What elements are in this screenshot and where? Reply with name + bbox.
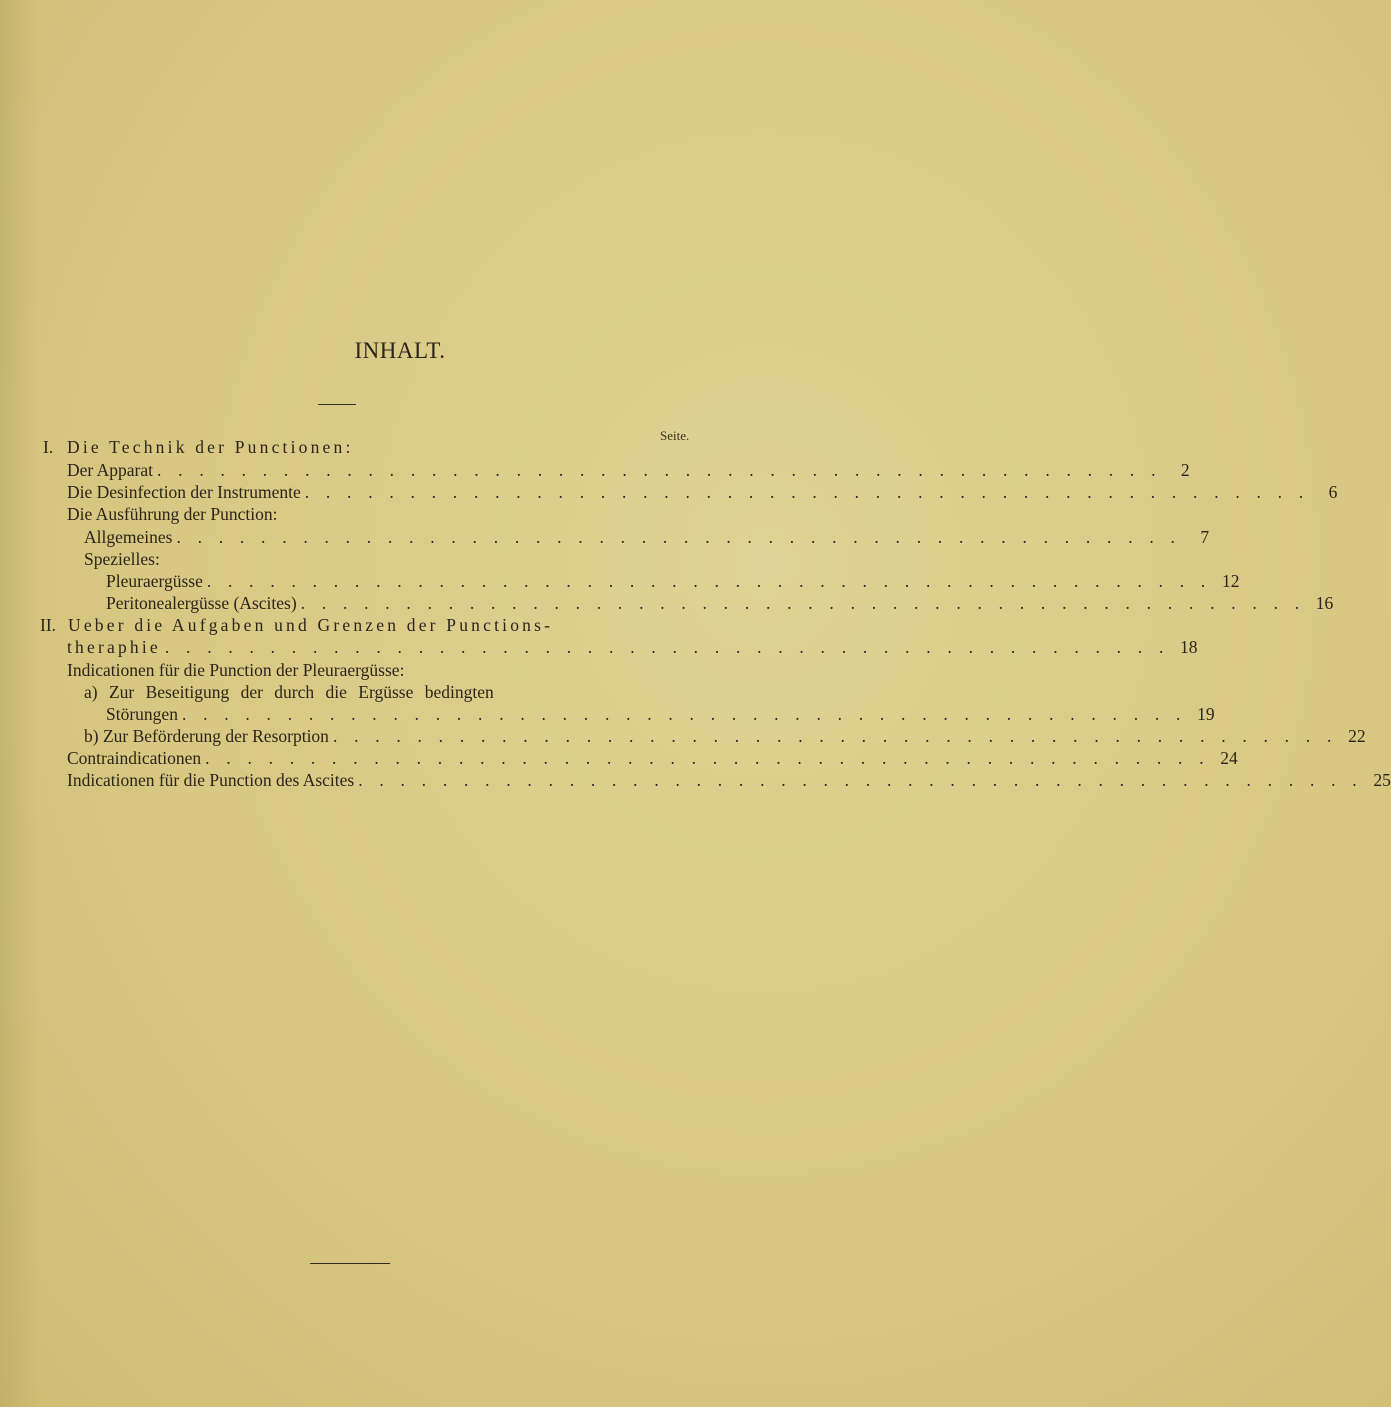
toc-leader-dots: . . . . . . . . . . . . . . . . . . . . . . . . . . . . . . . . . . . . . . . . . . . . . . . .: [206, 571, 1212, 591]
toc-entry: [67, 747, 1238, 769]
section-number: II.: [40, 615, 57, 635]
toc-entry-label: b) Zur Beförderung der Resorption: [84, 726, 329, 746]
toc-page-number: 7: [1200, 527, 1210, 547]
toc-entry-label: Die Desinfection der Instrumente: [67, 482, 301, 502]
toc-leader-dots: . . . . . . . . . . . . . . . . . . . . . . . . . . . . . . . . . . . . . . . . . . . . . . . .: [176, 527, 1182, 547]
toc-entry-label: Die Ausführung der Punction:: [67, 504, 278, 524]
toc-entry: [106, 592, 1334, 614]
section-number: I.: [43, 437, 54, 457]
section-title-continued: theraphie: [67, 637, 161, 657]
toc-page-number: 12: [1222, 571, 1240, 591]
toc-page-number: 24: [1220, 748, 1238, 768]
toc-leader-dots: . . . . . . . . . . . . . . . . . . . . . . . . . . . . . . . . . . . . . . . . . . . . . . . .: [358, 770, 1363, 790]
toc-entry: [106, 703, 1215, 725]
toc-entry-label: Störungen: [106, 704, 178, 724]
toc-entry: [106, 570, 1240, 592]
toc-page-number: 6: [1328, 482, 1338, 502]
toc-page-number: 25: [1373, 770, 1391, 790]
toc-entry: [67, 481, 1338, 503]
toc-entry-label: Indicationen für die Punction des Ascites: [67, 770, 355, 790]
toc-section-heading: [40, 614, 695, 636]
toc-subheading: [67, 503, 695, 525]
toc-entry: [84, 526, 1210, 548]
toc-leader-dots: . . . . . . . . . . . . . . . . . . . . . . . . . . . . . . . . . . . . . . . . . . . . . . . .: [157, 460, 1162, 480]
section-title: Die Technik der Punctionen:: [67, 437, 354, 457]
toc-entry-label: Contraindicationen: [67, 748, 202, 768]
toc-leader-dots: . . . . . . . . . . . . . . . . . . . . . . . . . . . . . . . . . . . . . . . . . . . . . . . .: [332, 726, 1338, 746]
toc-page-number: 19: [1197, 704, 1215, 724]
toc-entry: [67, 459, 1190, 481]
toc-page-number: 22: [1348, 726, 1366, 746]
toc-subheading: [67, 659, 695, 681]
toc-entry-label: Peritonealergüsse (Ascites): [106, 593, 297, 613]
toc-entry-label: Pleuraergüsse: [106, 571, 203, 591]
footer-divider: [310, 1263, 390, 1264]
toc-subheading: [84, 548, 695, 570]
toc-entry: [67, 636, 1198, 658]
toc-leader-dots: . . . . . . . . . . . . . . . . . . . . . . . . . . . . . . . . . . . . . . . . . . . . . . . .: [164, 637, 1170, 657]
toc-page-number: 18: [1180, 637, 1198, 657]
toc-entry: [67, 769, 1391, 791]
page-title: INHALT.: [354, 338, 446, 363]
toc-subheading: [84, 681, 695, 703]
toc-leader-dots: . . . . . . . . . . . . . . . . . . . . . . . . . . . . . . . . . . . . . . . . . . . . . . . .: [300, 593, 1306, 613]
page-column-header: Seite.: [660, 428, 690, 443]
section-title: Ueber die Aufgaben und Grenzen der Punctions-: [68, 615, 554, 635]
toc-entry: [84, 725, 1366, 747]
toc-leader-dots: . . . . . . . . . . . . . . . . . . . . . . . . . . . . . . . . . . . . . . . . . . . . . . . .: [304, 482, 1310, 502]
toc-leader-dots: . . . . . . . . . . . . . . . . . . . . . . . . . . . . . . . . . . . . . . . . . . . . . . . .: [181, 704, 1187, 724]
toc-entry-label: Der Apparat: [67, 460, 154, 480]
toc-entry-label: Indicationen für die Punction der Pleuraergüsse:: [67, 660, 405, 680]
toc-page-number: 2: [1180, 460, 1190, 480]
toc-page-number: 16: [1315, 593, 1334, 613]
toc-leader-dots: . . . . . . . . . . . . . . . . . . . . . . . . . . . . . . . . . . . . . . . . . . . . . . . .: [205, 748, 1210, 768]
toc-entry-label: a) Zur Beseitigung der durch die Ergüsse bedingten: [84, 682, 494, 702]
title-divider: [318, 404, 356, 405]
toc-section-heading: [43, 436, 695, 458]
toc-entry-label: Allgemeines: [84, 527, 173, 547]
toc-entry-label: Spezielles:: [84, 549, 160, 569]
